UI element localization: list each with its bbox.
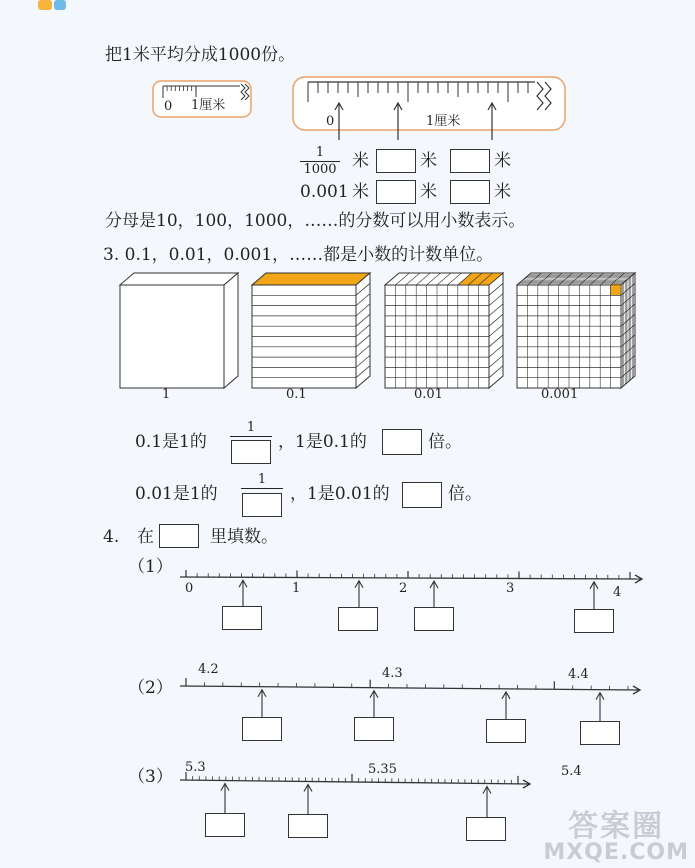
- answer-box[interactable]: [580, 721, 620, 745]
- number-line: [180, 570, 642, 609]
- number-line: [180, 678, 640, 721]
- answer-box[interactable]: [205, 813, 245, 837]
- intro-text: 把1米平均分成1000份。: [105, 45, 296, 65]
- line2-suffix: 倍。: [448, 484, 482, 504]
- answer-box[interactable]: [486, 719, 526, 743]
- answer-box[interactable]: [466, 817, 506, 841]
- section4-post: 里填数。: [210, 527, 278, 547]
- answer-box[interactable]: [338, 607, 378, 631]
- number-line: [180, 772, 530, 817]
- fraction-numerator: 1: [315, 145, 325, 160]
- unit-label: 米: [352, 182, 369, 202]
- answer-box[interactable]: [242, 717, 282, 741]
- answer-box[interactable]: [574, 609, 614, 633]
- small-ruler-cm: 1厘米: [191, 98, 226, 113]
- part1-label: （1）: [128, 557, 173, 577]
- decimal-0-001: 0.001: [300, 182, 349, 202]
- tick-label: 4.2: [198, 662, 219, 677]
- answer-box[interactable]: [354, 717, 394, 741]
- part3-label: （3）: [128, 767, 173, 787]
- fraction-denominator: 1000: [303, 162, 337, 177]
- axis-line: [180, 686, 640, 690]
- line1-middle: ，1是0.1的: [278, 432, 367, 452]
- fraction-numerator: 1: [246, 420, 256, 435]
- answer-box[interactable]: [414, 607, 454, 631]
- cube-label: 1: [162, 387, 171, 402]
- tick-label: 4.4: [568, 667, 589, 682]
- conclusion-text: 分母是10，100，1000，……的分数可以用小数表示。: [105, 211, 526, 231]
- section4-number: 4.: [103, 527, 120, 547]
- axis-line: [180, 577, 642, 579]
- line1-suffix: 倍。: [428, 432, 462, 452]
- unit-label: 米: [494, 182, 511, 202]
- line2-middle: ，1是0.01的: [290, 484, 390, 504]
- tick-label: 4: [613, 585, 622, 600]
- axis-line: [180, 780, 530, 784]
- section4-pre: 在: [137, 527, 154, 547]
- answer-box[interactable]: [222, 606, 262, 630]
- tick-label: 3: [506, 581, 515, 596]
- small-ruler-zero: 0: [164, 99, 173, 114]
- tick-label: 2: [399, 581, 408, 596]
- unit-label: 米: [420, 182, 437, 202]
- part2-label: （2）: [128, 678, 173, 698]
- answer-box[interactable]: [288, 814, 328, 838]
- tick-label: 5.35: [368, 762, 397, 777]
- unit-label: 米: [494, 151, 511, 171]
- big-ruler-zero: 0: [326, 114, 335, 129]
- watermark-line2: MXQE.COM: [543, 840, 689, 865]
- watermark-line1: 答案圈: [568, 809, 665, 844]
- tick-label: 5.4: [561, 764, 582, 779]
- tick-label: 4.3: [382, 666, 403, 681]
- cube-label: 0.001: [541, 387, 579, 402]
- big-ruler-cm: 1厘米: [426, 114, 461, 129]
- fraction-numerator: 1: [257, 472, 267, 487]
- unit-label: 米: [420, 151, 437, 171]
- tick-label: 0: [185, 581, 194, 596]
- line1-prefix: 0.1是1的: [135, 432, 207, 452]
- line2-prefix: 0.01是1的: [135, 484, 218, 504]
- tick-label: 5.3: [185, 760, 206, 775]
- section3-heading: 3. 0.1，0.01，0.001，……都是小数的计数单位。: [103, 245, 494, 265]
- tick-label: 1: [292, 581, 301, 596]
- unit-label: 米: [352, 151, 369, 171]
- cube-label: 0.1: [286, 387, 307, 402]
- watermark: [543, 809, 689, 865]
- cube-label: 0.01: [414, 387, 443, 402]
